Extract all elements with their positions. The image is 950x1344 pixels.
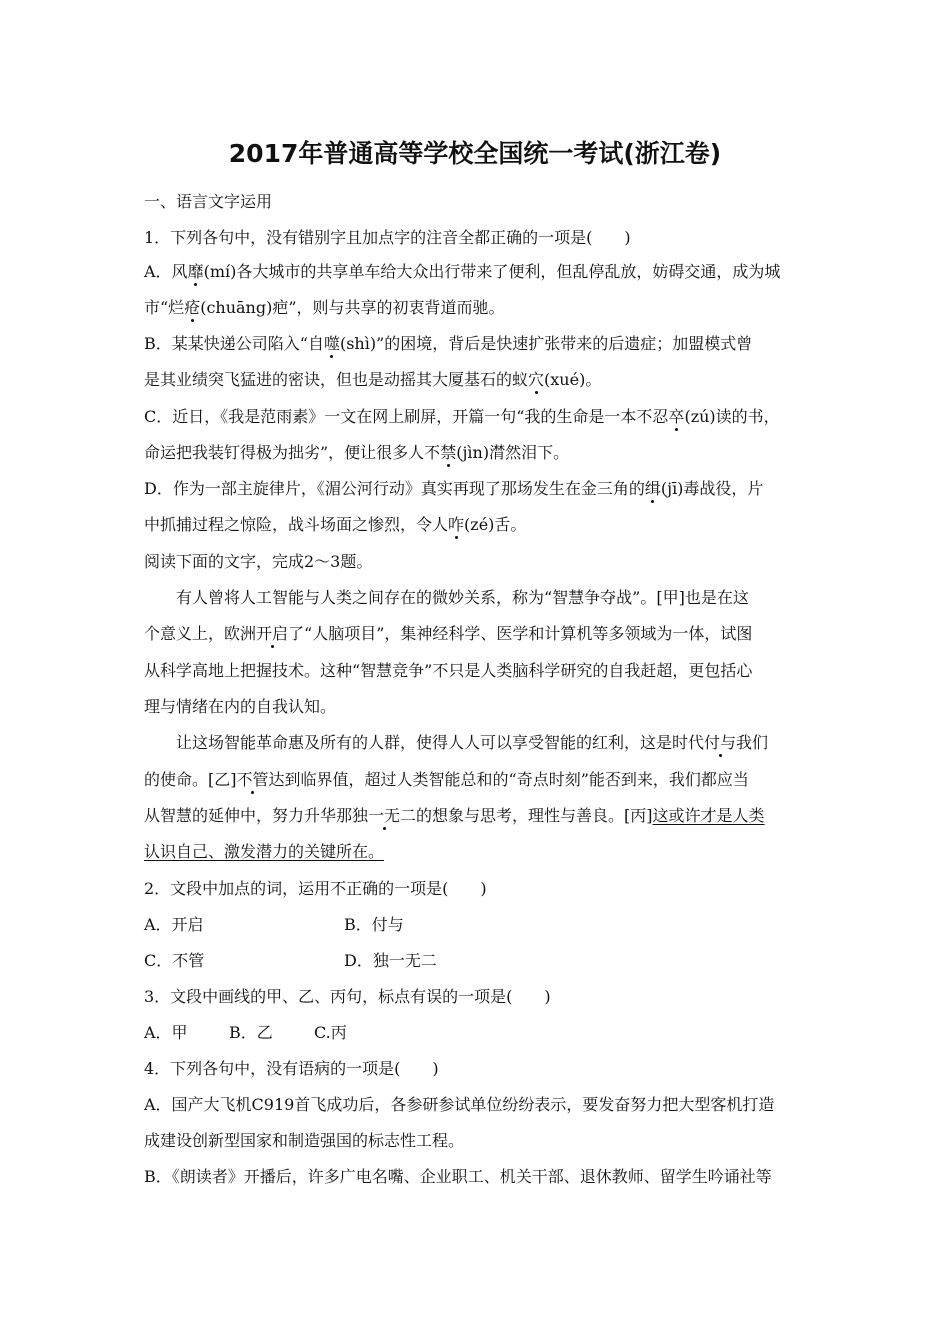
dotted-char: 靡 (187, 262, 204, 281)
question-2-options-ab (144, 914, 834, 936)
question-2-option-a: A．开启 (144, 915, 204, 934)
section-heading: 一、语言文字运用 (144, 192, 273, 211)
question-1-option-a: A．风靡(mí)各大城市的共享单车给大众出行带来了便利，但乱停乱放，妨碍交通，成为城 (144, 262, 781, 281)
question-2-stem: 2．文段中加点的词，运用不正确的一项是( ) (144, 879, 487, 898)
reading-instruction: 阅读下面的文字，完成2～3题。 (144, 552, 373, 571)
question-3-stem: 3．文段中画线的甲、乙、丙句，标点有误的一项是( ) (144, 987, 551, 1006)
passage-paragraph-2-line-3: 从智慧的延伸中，努力升华那独一无二的想象与思考，理性与善良。[丙]这或许才是人类 (144, 806, 765, 825)
underlined-sentence-cont: 认识自己、激发潜力的关键所在。 (144, 842, 385, 861)
question-4-stem: 4．下列各句中，没有语病的一项是( ) (144, 1059, 439, 1078)
question-2-options-cd (144, 950, 834, 972)
question-4-option-a: A．国产大飞机C919首飞成功后，各参研参试单位纷纷表示，要发奋努力把大型客机打造 (144, 1095, 775, 1114)
dotted-word: 独一无二 (352, 806, 417, 825)
question-2-option-c: C．不管 (144, 951, 205, 970)
passage-paragraph-2: 让这场智能革命惠及所有的人群，使得人人可以享受智能的红利，这是时代付与我们 (176, 733, 769, 752)
question-1-stem: 1．下列各句中，没有错别字且加点字的注音全都正确的一项是( ) (144, 228, 631, 247)
passage-paragraph-2-line-4 (144, 841, 834, 863)
question-1-option-c-cont: 命运把我装钉得极为拙劣”，便让很多人不禁(jìn)潸然泪下。 (144, 443, 570, 462)
dotted-char: 疮 (184, 298, 201, 317)
question-3-options (144, 1022, 834, 1044)
passage-paragraph-1-line-3: 从科学高地上把握技术。这种“智慧竞争”不只是人类脑科学研究的自我赶超，更包括心 (144, 661, 753, 680)
question-3-option-c: C.丙 (314, 1023, 347, 1042)
dotted-word: 不管 (236, 770, 269, 789)
dotted-word: 付与 (704, 733, 737, 752)
question-4-option-a-cont: 成建设创新型国家和制造强国的标志性工程。 (144, 1131, 465, 1150)
dotted-char: 咋 (448, 515, 465, 534)
dotted-word: 开启 (256, 624, 289, 643)
passage-paragraph-1: 有人曾将人工智能与人类之间存在的微妙关系，称为“智慧争夺战”。[甲]也是在这 (176, 588, 749, 607)
passage-paragraph-2-line-2: 的使命。[乙]不管达到临界值，超过人类智能总和的“奇点时刻”能否到来，我们都应当 (144, 770, 749, 789)
dotted-char: 缉 (644, 479, 661, 498)
document-title: 2017年普通高等学校全国统一考试(浙江卷) (228, 139, 722, 168)
underlined-sentence: 这或许才是人类 (652, 806, 765, 825)
question-3-option-a: A．甲 (144, 1023, 188, 1042)
question-1-option-b: B．某某快递公司陷入“自噬(shì)”的困境，背后是快速扩张带来的后遗症；加盟模式曾 (144, 334, 753, 353)
dotted-char: 禁 (440, 443, 457, 462)
question-3-option-b: B．乙 (229, 1023, 273, 1042)
question-1-option-a-cont: 市“烂疮(chuāng)疤”，则与共享的初衷背道而驰。 (144, 298, 505, 317)
dotted-char: 噬 (323, 334, 340, 353)
dotted-char: 卒 (668, 407, 685, 426)
question-1-option-d: D．作为一部主旋律片，《湄公河行动》真实再现了那场发生在金三角的缉(jī)毒战役，片 (144, 479, 764, 498)
question-1-option-d-cont: 中抓捕过程之惊险，战斗场面之惨烈，令人咋(zé)舌。 (144, 515, 527, 534)
passage-paragraph-1-line-4: 理与情绪在内的自我认知。 (144, 697, 337, 716)
passage-paragraph-1-line-2: 个意义上，欧洲开启了“人脑项目”，集神经科学、医学和计算机等多领域为一体，试图 (144, 624, 753, 643)
question-4-option-b: B．《朗读者》开播后，许多广电名嘴、企业职工、机关干部、退休教师、留学生吟诵社等 (144, 1167, 772, 1186)
question-2-option-b: B．付与 (344, 915, 404, 934)
question-2-option-d: D．独一无二 (344, 951, 437, 970)
question-1-option-c: C．近日，《我是范雨素》一文在网上刷屏，开篇一句“我的生命是一本不忍卒(zú)读的书， (144, 407, 780, 426)
question-1-option-b-cont: 是其业绩突飞猛进的密诀，但也是动摇其大厦基石的蚁穴(xué)。 (144, 370, 602, 389)
dotted-char: 穴 (528, 370, 545, 389)
